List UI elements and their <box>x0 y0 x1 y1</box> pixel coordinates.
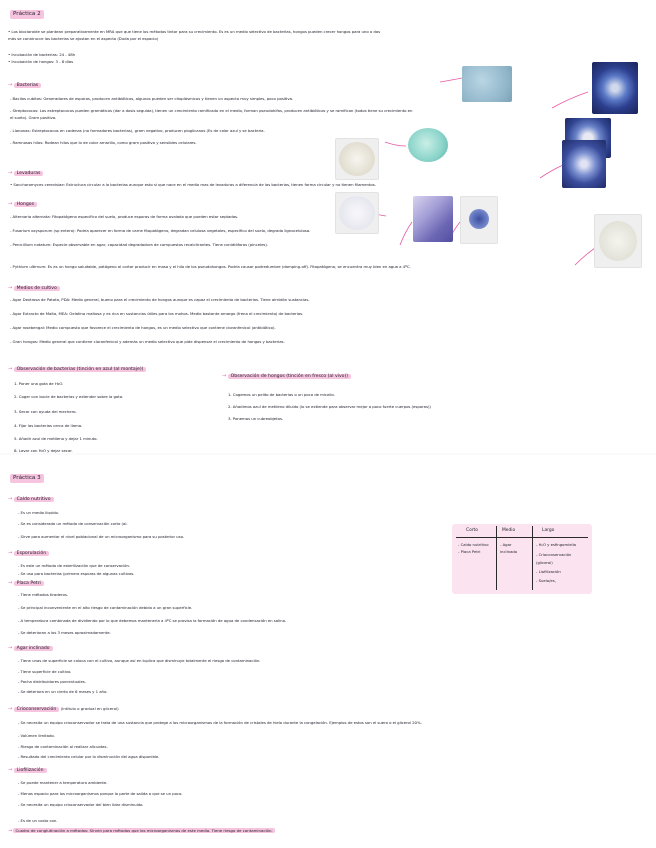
caldo-item-2: - Se es considerado un método de conservación corto (al. <box>18 521 128 526</box>
liof-item-3: - Se necesita un equipo crioconservador del bien lidar disminuido. <box>18 802 144 807</box>
section-heading: Agar inclinado <box>14 646 53 651</box>
arrow-icon: → <box>8 366 13 372</box>
crio-item-4: - Resultado del crecimiento celular por lo disminución del agua disponible. <box>18 754 160 759</box>
arrow-icon: → <box>8 767 13 773</box>
medios-item-1: - Agar Dextrosa de Patata, PDA: Medio general, bueno para el crecimiento de hongos aunque es capaz el crecimiento de bacterias. Tiene almidón sustancias. <box>10 297 310 302</box>
liof-footer <box>8 828 275 834</box>
liof-item-1: - Se puede mantener a temperatura ambiente. <box>18 780 108 785</box>
intro-line-1: • Los bioclaroide se plantean preparativamente en MRA que que tiene los métodos tintor para su crecimiento. Es es un medio selectivo de bacterias, hongos pueden crecer hongos para uno o dos <box>8 29 381 34</box>
footer-text: Cuadro de conglutinación a métodos: Sirven para métodos que los microorganismos de este medio. Tiene riesgo de contaminación. <box>15 828 273 833</box>
table-column-line <box>532 526 533 590</box>
obs-bact-step-3: 3. Secar con ayuda del mechero. <box>14 409 77 414</box>
section-liofilizacion <box>8 767 47 774</box>
arrow-icon: → <box>8 550 13 556</box>
esporulacion-item-2: - Se usa para bacterias (primero esporas de algunas cultivos. <box>18 571 135 576</box>
agar-item-1: - Tiene unas de superficie se coloca con el cultivo, aunque así en tuplica que disminuye totalmente el riesgo de contaminación. <box>18 658 261 663</box>
section-medios <box>8 285 60 292</box>
table-cell: (glicerol) <box>536 560 553 565</box>
stain-spot <box>469 209 489 229</box>
obs-bact-step-4: 4. Fijar las bacterias cerca de llama. <box>14 423 83 428</box>
microscope-field <box>339 142 375 176</box>
obs-hongos-step-2: 2. Añadimos azul de metileno diluido (lo se extiende para observar mejor a poco fuerte cuerpos (esporas)) <box>228 404 431 409</box>
medios-item-4: - Gran hongos: Medio general que contiene cloranfenicol y además un medio selectivo que pide dispensar el crecimiento de hongos y bacterias. <box>10 339 285 344</box>
esporulacion-item-1: - Es este un método de esterilización que de conservación. <box>18 563 131 568</box>
hongos-item-1: - Alternaria alternata: Fitopatógeno específico del suelo, produce esporas de forma ovalada que pueden estar septadas. <box>10 214 239 219</box>
section-heading: Medios de cultivo <box>14 286 60 291</box>
arrow-icon: → <box>8 496 13 502</box>
arrow-icon: → <box>8 201 13 207</box>
levaduras-item-1: • Saccharomyces cerevisiae: Estructura circular a lo bacterias aunque esto si que nace en el medio mas de levaduras a diferencia de las bacterias, tienen forma circular y no tienen filamentos. <box>10 182 376 187</box>
table-header-medio: Medio <box>502 528 516 533</box>
yeast-stain-photo <box>562 140 606 188</box>
bacillus-colony-photo <box>462 66 512 102</box>
bacterias-item-2: - Streptococos: Los estreptococos pueden gramáticos (dar a dosis seguida), tienen un crecimiento ramificado en el medio, forman pseudohifas, producen antibióticos y se ramifican (todos tiene su crecimiento en <box>10 108 413 113</box>
agar-item-3: - Pocha distribuidores porcentuales. <box>18 679 86 684</box>
intro-line-2: más se construcce las bacterias se ajustan en el aspecto (Duda por el espacio) <box>8 36 159 41</box>
section-heading: Hongos <box>14 202 37 207</box>
section-crio <box>8 706 119 713</box>
caldo-item-1: - Es un medio líquido. <box>18 510 59 515</box>
placa-item-3: - A temperatura combinada de dividiendo por lo que debemos mantenerla a 4ºC se provisa la formación de agua de condensación en salina. <box>18 618 287 623</box>
obs-bact-step-1: 1. Poner una gota de H₂O. <box>14 381 64 386</box>
section-heading: Placa Petri <box>14 581 44 586</box>
hongos-item-2: - Fusarium oxysporum (sp entero): Podría aparecer en forma de carne fitopatógeno, degradan celulosa vegetales, específico del suelo, degrada lignocelulosa. <box>10 228 311 233</box>
table-cell: - Liofilización <box>536 569 561 574</box>
section-heading: Observación de hongos (tinción en fresco (al vivo)) <box>228 374 351 379</box>
pythium-photo <box>594 214 642 268</box>
section-heading: Esporulación <box>14 551 49 556</box>
table-column-line <box>496 526 497 590</box>
arrow-icon: → <box>8 828 13 834</box>
bacterias-item-1: - Bacilos cubitos: Generadores de esporas, producen antibióticos, algunos pueden ser citoplásmicos y tienen un aspecto muy simples, poco positiva. <box>10 96 294 101</box>
section-heading: Liofilización <box>14 768 47 773</box>
bacterias-item-2b: el suelo). Gram positiva. <box>10 115 57 120</box>
arrow-icon: → <box>8 82 13 88</box>
arrow-icon: → <box>8 170 13 176</box>
table-cell: - Placa Petri <box>458 549 481 554</box>
microscope-field <box>339 196 375 230</box>
conservation-table <box>452 524 592 594</box>
section-heading: Crioconservación <box>14 707 60 712</box>
section-caldo <box>8 496 54 503</box>
section-obs-hongos <box>222 373 351 380</box>
section-hongos <box>8 201 37 208</box>
obs-bact-step-5: 5. Añadir azul de metileno y dejar 1 minuto. <box>14 436 98 441</box>
section-placa <box>8 580 44 587</box>
table-cell: inclinado <box>500 549 518 554</box>
section-levaduras <box>8 170 43 177</box>
liof-item-5: - Es de un costo con. <box>18 818 58 823</box>
section-heading: Caldo nutritivo <box>14 497 54 502</box>
section-heading: Observación de bacterias (tinción en azul (al montaje)) <box>14 367 147 372</box>
arrow-icon: → <box>8 580 13 586</box>
liof-item-2: - Menos espacio para los microorganismos porque la parte de salida a que se un poco. <box>18 791 183 796</box>
agar-item-2: - Tiene superficie de cultivo. <box>18 669 72 674</box>
obs-bact-step-6: 6. Lavar con H₂O y dejar secar. <box>14 448 73 453</box>
table-header-largo: Largo <box>542 528 555 533</box>
intro-line-3: • Incubación de bacterias: 24 - 48h <box>8 52 76 57</box>
section-esporulacion <box>8 550 49 557</box>
alternaria-photo <box>335 192 379 234</box>
obs-hongos-step-3: 3. Ponemos un cubreobjetos. <box>228 416 284 421</box>
caldo-item-3: - Sirve para aumentar el nivel poblacional de un microorganismo para su posterior uso. <box>18 534 185 539</box>
hongos-item-4: - Pythium ultimum: Es es un hongo saludable, patógeno al cortar producir en masa y el hilo de los pseudohongos. Podría causar podredumbre (damping-off). Fitopatógeno, se encuentra muy bien en agua a 4ºC. <box>10 264 411 269</box>
bacterias-item-4: - Ramnosas hilos: Rodean hilos que lo de color amarillo, como gram positiva y sensibles celulares. <box>10 140 197 145</box>
streptococcus-stain-photo <box>592 62 638 114</box>
table-cell: - Caldo nutritivo <box>458 542 489 547</box>
bacterias-item-3: - Llanonas: Estreptococos en cadenas (no formadores bacterias), gram negativo, producen pioglicanos (Es de color azul y se bacteria. <box>10 128 265 133</box>
page-title-practica-3: Práctica 3 <box>10 474 44 483</box>
placa-item-2: - Se principal inconveniente en el alto riesgo de contaminación debido a un gran superficie. <box>18 605 193 610</box>
microscope-field <box>599 221 637 261</box>
arrow-icon: → <box>8 285 13 291</box>
obs-hongos-step-1: 1. Cogemos un pelito de bacterias o un poco de micelio. <box>228 392 335 397</box>
section-obs-bacterias <box>8 366 146 373</box>
fusarium-photo <box>413 196 453 242</box>
medios-item-3: - Agar rosebengal: Medio compuesto que favorece el crecimiento de hongos, es un medio selectivo que contiene cloranfenicol (antibiótico). <box>10 325 276 330</box>
table-divider <box>456 537 588 538</box>
arrow-icon: → <box>222 373 227 379</box>
placa-item-4: - Se deterioran a los 3 meses aproximadamente. <box>18 630 111 635</box>
section-heading: Levaduras <box>14 171 44 176</box>
placa-item-1: - Tiene métodos tiraderos. <box>18 592 68 597</box>
section-bacterias <box>8 82 41 89</box>
table-cell: - Suelo/es, <box>536 578 556 583</box>
intro-line-4: • Incubación de hongos: 3 - 8 días <box>8 59 74 64</box>
section-heading-note: (Intitulo o gradual en glicerol) <box>60 706 119 711</box>
crio-item-2: - Volúmen limitado. <box>18 733 55 738</box>
arrow-icon: → <box>8 706 13 712</box>
table-cell: - Agar <box>500 542 512 547</box>
table-header-corto: Corto <box>466 528 478 533</box>
yeast-colony-photo <box>408 128 448 162</box>
penicillium-photo <box>460 196 498 244</box>
table-cell: - Crioconservación <box>536 552 572 557</box>
arrow-icon: → <box>8 645 13 651</box>
section-heading: Bacterias <box>14 83 42 88</box>
section-agar <box>8 645 53 652</box>
crio-item-1: - Se necesita un equipo crioconservador se trata de una sustancia que protege a los microorganismos de la formación de cristales de hielo durante la congelación. Ejemplos de estos son el suero o el glicerol 20%. <box>18 720 422 725</box>
obs-bact-step-2: 2. Coger con bucle de bacterias y extender sobre la gota. <box>14 394 124 399</box>
table-cell: - H₂O y esfingomielia <box>536 542 576 547</box>
crio-item-3: - Riesgo de contaminación al realizar alícuotas. <box>18 744 108 749</box>
page-title-practica-2: Práctica 2 <box>10 10 44 19</box>
medios-item-2: - Agar Extracto de Malta, MEA: Gelatina maltosa y es rica en sustancias útiles para los mohos. Medio bastante amargo (frena el crecimiento) de bacterias. <box>10 311 304 316</box>
yeast-microscope-photo <box>335 138 379 180</box>
agar-item-4: - Se deteriora en un cierto de 6 meses y 1 año. <box>18 689 108 694</box>
hongos-item-3: - Penicillium notatum: Especie observable en agar, capacidad degradadora de compuestos recalcitrantes. Tiene conidióforos (pinceles). <box>10 242 269 247</box>
